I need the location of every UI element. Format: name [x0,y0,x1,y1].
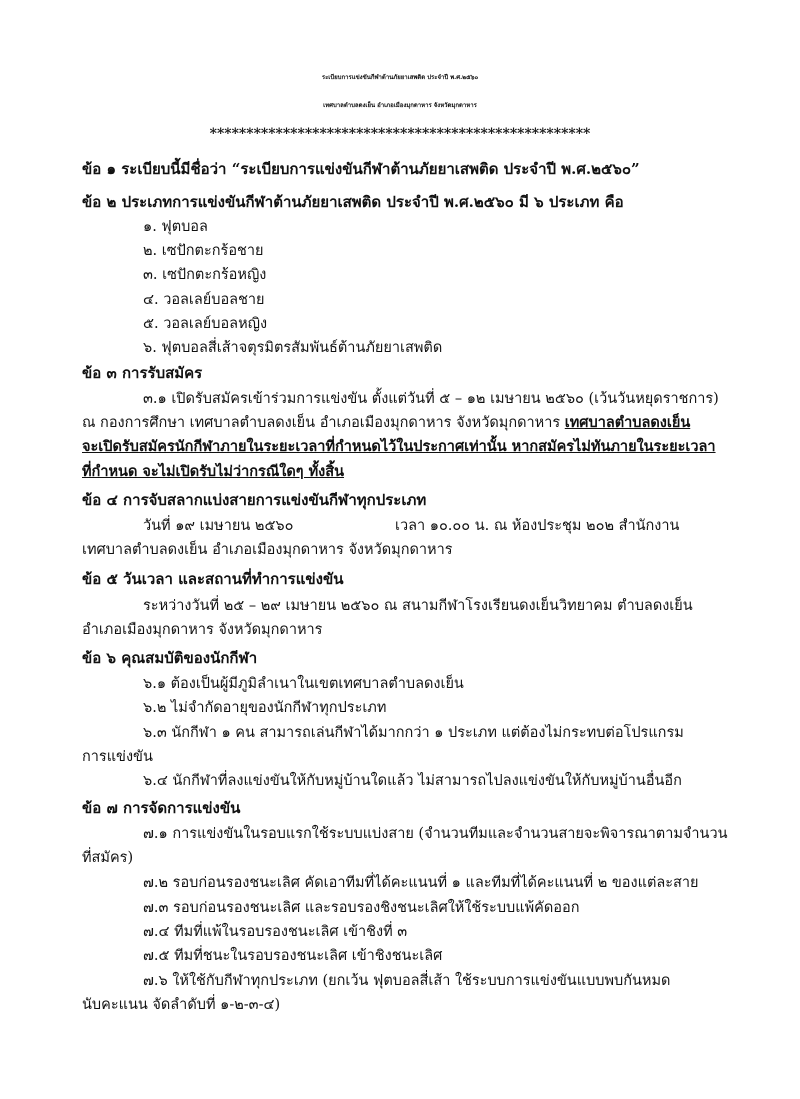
clause-5-heading: ข้อ ๕ วันเวลา และสถานที่ทำการแข่งขัน [82,570,344,588]
qualification-item-2: ๖.๒ ไม่จำกัดอายุของนักกีฬาทุกประเภท [143,700,387,716]
qualification-item-1: ๖.๑ ต้องเป็นผู้มีภูมิลำเนาในเขตเทศบาลตำบลดงเย็น [143,676,464,692]
sport-item-2: ๒. เซปักตะกร้อชาย [143,243,264,259]
clause-3-line-2-bold: เทศบาลตำบลดงเย็น [564,414,691,431]
clause-3-line-3: จะเปิดรับสมัครนักกีฬาภายในระยะเวลาที่กำหนดไว้ในประกาศเท่านั้น หากสมัครไม่ทันภายในระยะเวลา [82,438,716,455]
competition-item-6-cont: นับคะแนน จัดลำดับที่ ๑-๒-๓-๔) [82,997,281,1013]
clause-3-line-4: ที่กำหนด จะไม่เปิดรับไม่ว่ากรณีใดๆ ทั้งสิ้น [82,463,345,480]
competition-item-4: ๗.๔ ทีมที่แพ้ในรอบรองชนะเลิศ เข้าชิงที่ ๓ [143,924,408,940]
qualification-item-3-cont: การแข่งขัน [82,749,153,765]
competition-item-1: ๗.๑ การแข่งขันในรอบแรกใช้ระบบแบ่งสาย (จำนวนทีมและจำนวนสายจะพิจารณาตามจำนวน [143,826,728,842]
clause-3-heading: ข้อ ๓ การรับสมัคร [82,364,203,382]
clause-3-line-2-plain: ณ กองการศึกษา เทศบาลตำบลดงเย็น อำเภอเมืองมุกดาหาร จังหวัดมุกดาหาร [82,415,565,431]
clause-3-line-2 [82,413,690,433]
qualification-item-4: ๖.๔ นักกีฬาที่ลงแข่งขันให้กับหมู่บ้านใดแล้ว ไม่สามารถไปลงแข่งขันให้กับหมู่บ้านอื่นอีก [143,773,682,789]
clause-4-date: วันที่ ๑๙ เมษายน ๒๕๖๐ [143,518,294,534]
sport-item-1: ๑. ฟุตบอล [143,219,208,235]
clause-1: ข้อ ๑ ระเบียบนี้มีชื่อว่า “ระเบียบการแข่งขันกีฬาต้านภัยยาเสพติด ประจำปี พ.ศ.๒๕๖๐” [82,160,640,178]
clause-4-time: เวลา ๑๐.๐๐ น. ณ ห้องประชุม ๒๐๒ สำนักงาน [395,518,680,534]
clause-4-heading: ข้อ ๔ การจับสลากแบ่งสายการแข่งขันกีฬาทุกประเภท [82,491,427,509]
competition-item-5: ๗.๕ ทีมที่ชนะในรอบรองชนะเลิศ เข้าชิงชนะเลิศ [143,948,443,964]
document-title-line2: เทศบาลตำบลดงเย็น อำเภอเมืองมุกดาหาร จังหวัดมุกดาหาร [323,102,477,109]
sport-item-4: ๔. วอลเลย์บอลชาย [143,292,265,308]
clause-5-line-2: อำเภอเมืองมุกดาหาร จังหวัดมุกดาหาร [82,622,323,638]
competition-item-6: ๗.๖ ให้ใช้กับกีฬาทุกประเภท (ยกเว้น ฟุตบอลสี่เส้า ใช้ระบบการแข่งขันแบบพบกันหมด [143,973,671,989]
clause-7-heading: ข้อ ๗ การจัดการแข่งขัน [82,799,241,817]
competition-item-2: ๗.๒ รอบก่อนรองชนะเลิศ คัดเอาทีมที่ได้คะแนนที่ ๑ และทีมที่ได้คะแนนที่ ๒ ของแต่ละสาย [143,875,699,891]
sport-item-6: ๖. ฟุตบอลสี่เส้าจตุรมิตรสัมพันธ์ต้านภัยยาเสพติด [143,340,443,356]
clause-6-heading: ข้อ ๖ คุณสมบัติของนักกีฬา [82,649,258,667]
star-divider: **************************************************** [209,126,591,142]
clause-2-heading: ข้อ ๒ ประเภทการแข่งขันกีฬาต้านภัยยาเสพติด ประจำปี พ.ศ.๒๕๖๐ มี ๖ ประเภท คือ [82,193,624,211]
sport-item-3: ๓. เซปักตะกร้อหญิง [143,267,267,283]
clause-4-line-2: เทศบาลตำบลดงเย็น อำเภอเมืองมุกดาหาร จังหวัดมุกดาหาร [82,542,453,558]
competition-item-3: ๗.๓ รอบก่อนรองชนะเลิศ และรอบรองชิงชนะเลิศให้ใช้ระบบแพ้คัดออก [143,900,580,916]
sport-item-5: ๕. วอลเลย์บอลหญิง [143,316,268,332]
competition-item-1-cont: ที่สมัคร) [82,850,134,866]
qualification-item-3: ๖.๓ นักกีฬา ๑ คน สามารถเล่นกีฬาได้มากกว่า ๑ ประเภท แต่ต้องไม่กระทบต่อโปรแกรม [143,725,684,741]
document-title-line1: ระเบียบการแข่งขันกีฬาต้านภัยยาเสพติด ประจำปี พ.ศ.๒๕๖๐ [321,74,479,81]
clause-5-line-1: ระหว่างวันที่ ๒๕ – ๒๙ เมษายน ๒๕๖๐ ณ สนามกีฬาโรงเรียนดงเย็นวิทยาคม ตำบลดงเย็น [143,598,693,614]
clause-3-line-1: ๓.๑ เปิดรับสมัครเข้าร่วมการแข่งขัน ตั้งแต่วันที่ ๕ – ๑๒ เมษายน ๒๕๖๐ (เว้นวันหยุดราชการ) [143,391,719,407]
